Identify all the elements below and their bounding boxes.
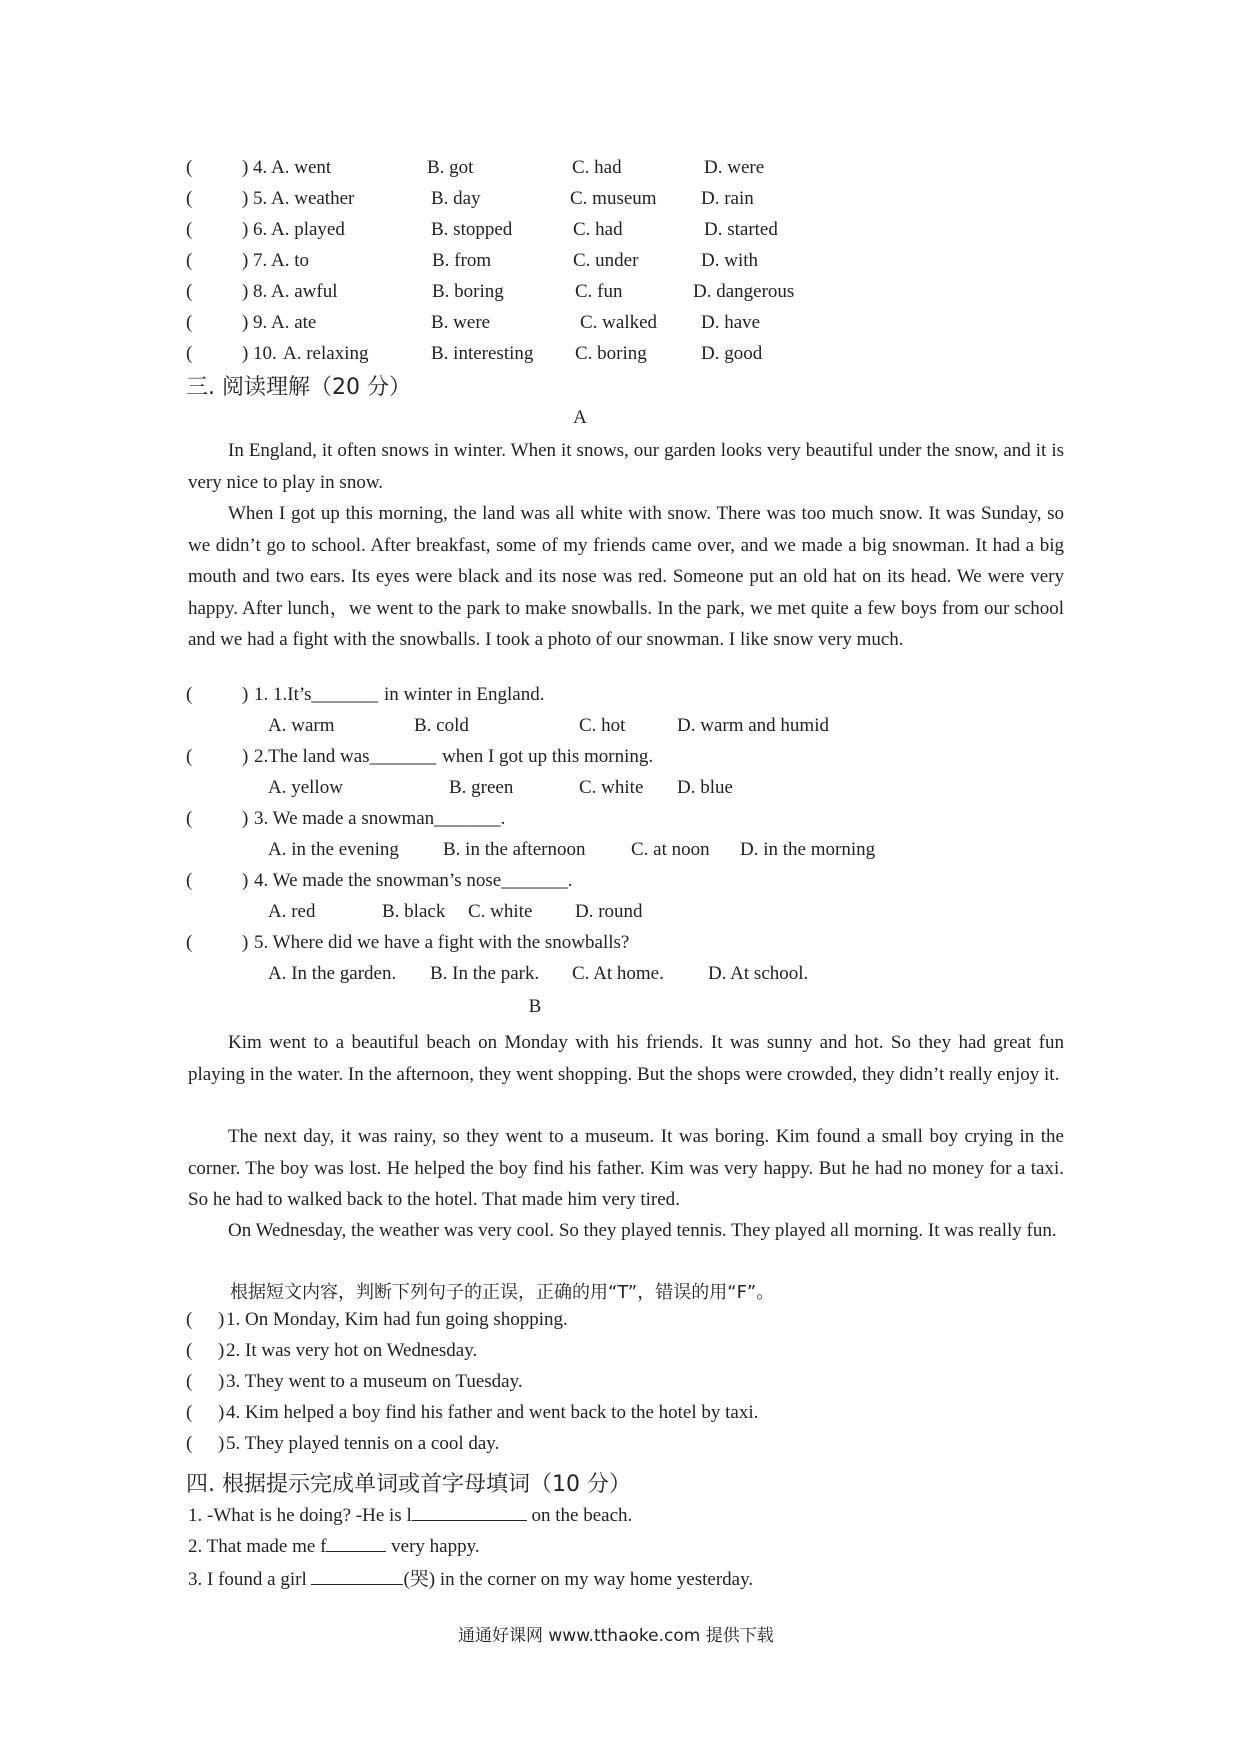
answer-paren-open: ( xyxy=(186,808,193,829)
answer-paren-close: ) xyxy=(242,250,249,271)
question-number: 4. xyxy=(253,157,268,178)
passage-a-label: A xyxy=(573,407,587,428)
reading-question xyxy=(254,932,629,954)
answer-paren-open: ( xyxy=(186,188,193,209)
answer-paren-open: ( xyxy=(186,870,193,891)
section-4-title: 四. 根据提示完成单词或首字母填词（10 分） xyxy=(186,1472,631,1497)
option-a: A. in the evening xyxy=(268,839,399,860)
fill-item-1 xyxy=(188,1502,632,1527)
question-tail: . xyxy=(500,808,506,829)
passage-b-paragraph-1: Kim went to a beautiful beach on Monday with his friends. It was sunny and hot. So they had great fun playing in the water. In the afternoon, they went shopping. But the shops were crowded, they didn’t really enjoy it. xyxy=(188,1032,1064,1085)
option-b: B. got xyxy=(427,157,474,178)
option-a: A. went xyxy=(271,157,332,178)
answer-paren-close: ) xyxy=(242,188,249,209)
passage-b-paragraph-3: On Wednesday, the weather was very cool. So they played tennis. They played all morning. It was really fun. xyxy=(228,1220,1057,1241)
answer-paren-close: ) xyxy=(242,684,249,705)
option-a: A. yellow xyxy=(268,777,343,798)
option-a: A. red xyxy=(268,901,316,922)
option-b: B. green xyxy=(449,777,514,798)
option-c: C. boring xyxy=(575,343,647,364)
answer-paren-open: ( xyxy=(186,1309,193,1330)
reading-question xyxy=(254,808,505,830)
fill-blank-3[interactable] xyxy=(311,1566,403,1585)
answer-paren-close: ) xyxy=(242,870,249,891)
true-false-statement: 1. On Monday, Kim had fun going shopping. xyxy=(226,1309,568,1330)
answer-paren-open: ( xyxy=(186,343,193,364)
question-tail: when I got up this morning. xyxy=(442,746,654,767)
question-number: 7. xyxy=(253,250,268,271)
option-b: B. were xyxy=(431,312,491,333)
section-3-title: 三. 阅读理解（20 分） xyxy=(186,375,411,400)
question-blank[interactable]: _______ xyxy=(369,746,437,767)
option-d: D. round xyxy=(575,901,643,922)
question-text: 4. We made the snowman’s nose xyxy=(254,870,502,891)
fill-item-1-prefix: 1. -What is he doing? -He is l xyxy=(188,1505,412,1526)
answer-paren-open: ( xyxy=(186,1371,193,1392)
option-b: B. black xyxy=(382,901,446,922)
fill-item-2-suffix: very happy. xyxy=(386,1536,480,1557)
answer-paren-close: ) xyxy=(242,281,249,302)
question-number: 9. xyxy=(253,312,268,333)
option-d: D. good xyxy=(701,343,763,364)
option-c: C. hot xyxy=(579,715,626,736)
answer-paren-close: ) xyxy=(242,932,249,953)
question-text: 1. 1.It’s xyxy=(254,684,312,705)
fill-blank-2[interactable] xyxy=(326,1533,386,1552)
option-c: C. had xyxy=(572,157,622,178)
option-a: A. ate xyxy=(271,312,317,333)
question-text: 2.The land was xyxy=(254,746,370,767)
true-false-statement: 5. They played tennis on a cool day. xyxy=(226,1433,500,1454)
answer-paren-close: ) xyxy=(242,157,249,178)
option-d: D. with xyxy=(701,250,758,271)
option-d: D. rain xyxy=(701,188,754,209)
answer-paren-close: ) xyxy=(242,312,249,333)
answer-paren-close: ) xyxy=(242,219,249,240)
reading-question xyxy=(254,870,572,892)
answer-paren-close: ) xyxy=(218,1402,225,1423)
option-b: B. cold xyxy=(414,715,469,736)
option-c: C. fun xyxy=(575,281,623,302)
question-number: 10. xyxy=(253,343,277,364)
option-a: A. to xyxy=(271,250,309,271)
fill-item-3 xyxy=(188,1564,753,1591)
footer-source: 通通好课网 www.tthaoke.com 提供下载 xyxy=(458,1626,774,1646)
option-c: C. had xyxy=(573,219,623,240)
question-blank[interactable]: _______ xyxy=(311,684,379,705)
true-false-statement: 3. They went to a museum on Tuesday. xyxy=(226,1371,523,1392)
fill-item-2 xyxy=(188,1533,480,1558)
answer-paren-close: ) xyxy=(218,1371,225,1392)
answer-paren-open: ( xyxy=(186,219,193,240)
option-d: D. blue xyxy=(677,777,733,798)
option-d: D. started xyxy=(704,219,778,240)
question-number: 8. xyxy=(253,281,268,302)
fill-blank-1[interactable] xyxy=(412,1502,527,1521)
question-blank[interactable]: _______ xyxy=(434,808,501,829)
option-c: C. white xyxy=(468,901,533,922)
option-b: B. in the afternoon xyxy=(443,839,586,860)
question-number: 5. xyxy=(253,188,268,209)
option-d: D. dangerous xyxy=(693,281,795,302)
option-d: D. were xyxy=(704,157,765,178)
answer-paren-close: ) xyxy=(218,1433,225,1454)
option-a: A. warm xyxy=(268,715,335,736)
passage-b-label: B xyxy=(528,996,542,1017)
reading-question xyxy=(254,746,653,768)
fill-item-3-prefix: 3. I found a girl xyxy=(188,1569,312,1590)
passage-a-paragraph-1: In England, it often snows in winter. When it snows, our garden looks very beautiful under the snow, and it is very nice to play in snow. xyxy=(188,440,1064,493)
fill-item-2-prefix: 2. That made me f xyxy=(188,1536,327,1557)
option-a: A. relaxing xyxy=(283,343,369,364)
answer-paren-open: ( xyxy=(186,1402,193,1423)
option-d: D. in the morning xyxy=(740,839,876,860)
option-b: B. boring xyxy=(432,281,504,302)
option-c: C. walked xyxy=(580,312,658,333)
option-a: A. In the garden. xyxy=(268,963,397,984)
answer-paren-close: ) xyxy=(218,1340,225,1361)
answer-paren-open: ( xyxy=(186,684,193,705)
option-b: B. In the park. xyxy=(430,963,540,984)
option-c: C. under xyxy=(573,250,639,271)
reading-question xyxy=(254,684,544,706)
passage-b-paragraph-2: The next day, it was rainy, so they went to a museum. It was boring. Kim found a small boy crying in the corner. The boy was lost. He helped the boy find his father. Kim was very happy. But he had no money for a taxi. So he had to walked back to the hotel. That made him very tired. xyxy=(188,1126,1064,1210)
option-a: A. played xyxy=(271,219,345,240)
answer-paren-open: ( xyxy=(186,250,193,271)
answer-paren-close: ) xyxy=(218,1309,225,1330)
question-blank[interactable]: _______ xyxy=(501,870,568,891)
answer-paren-close: ) xyxy=(242,343,249,364)
option-c: C. white xyxy=(579,777,644,798)
fill-item-1-suffix: on the beach. xyxy=(526,1505,633,1526)
answer-paren-open: ( xyxy=(186,312,193,333)
true-false-statement: 2. It was very hot on Wednesday. xyxy=(226,1340,478,1361)
option-d: D. At school. xyxy=(708,963,809,984)
answer-paren-open: ( xyxy=(186,157,193,178)
option-b: B. stopped xyxy=(431,219,513,240)
option-b: B. from xyxy=(432,250,492,271)
true-false-statement: 4. Kim helped a boy find his father and went back to the hotel by taxi. xyxy=(226,1402,759,1423)
question-text: 5. Where did we have a fight with the snowballs? xyxy=(254,932,630,953)
option-c: C. at noon xyxy=(631,839,710,860)
answer-paren-open: ( xyxy=(186,1340,193,1361)
answer-paren-open: ( xyxy=(186,281,193,302)
option-c: C. At home. xyxy=(572,963,664,984)
true-false-instruction: 根据短文内容，判断下列句子的正误，正确的用“T”，错误的用“F”。 xyxy=(230,1282,775,1303)
question-text: 3. We made a snowman xyxy=(254,808,435,829)
option-d: D. have xyxy=(701,312,761,333)
question-tail: . xyxy=(567,870,573,891)
fill-item-3-suffix: (哭) in the corner on my way home yesterday. xyxy=(403,1569,754,1590)
passage-a-paragraph-2: When I got up this morning, the land was all white with snow. There was too much snow. It was Sunday, so we didn’t go to school. After breakfast, some of my friends came over, and we made a big snowman. It had a big mouth and two ears. Its eyes were black and its nose was red. Someone put an old hat on its head. We were very happy. After lunch，we went to the park to make snowballs. In the park, we met quite a few boys from our school and we had a fight with the snowballs. I took a photo of our snowman. I like snow very much. xyxy=(188,503,1064,650)
option-b: B. interesting xyxy=(431,343,534,364)
answer-paren-close: ) xyxy=(242,808,249,829)
answer-paren-close: ) xyxy=(242,746,249,767)
option-a: A. weather xyxy=(271,188,355,209)
answer-paren-open: ( xyxy=(186,746,193,767)
answer-paren-open: ( xyxy=(186,1433,193,1454)
option-b: B. day xyxy=(431,188,481,209)
option-a: A. awful xyxy=(271,281,338,302)
question-number: 6. xyxy=(253,219,268,240)
option-c: C. museum xyxy=(570,188,657,209)
answer-paren-open: ( xyxy=(186,932,193,953)
question-tail: in winter in England. xyxy=(384,684,545,705)
option-d: D. warm and humid xyxy=(677,715,829,736)
